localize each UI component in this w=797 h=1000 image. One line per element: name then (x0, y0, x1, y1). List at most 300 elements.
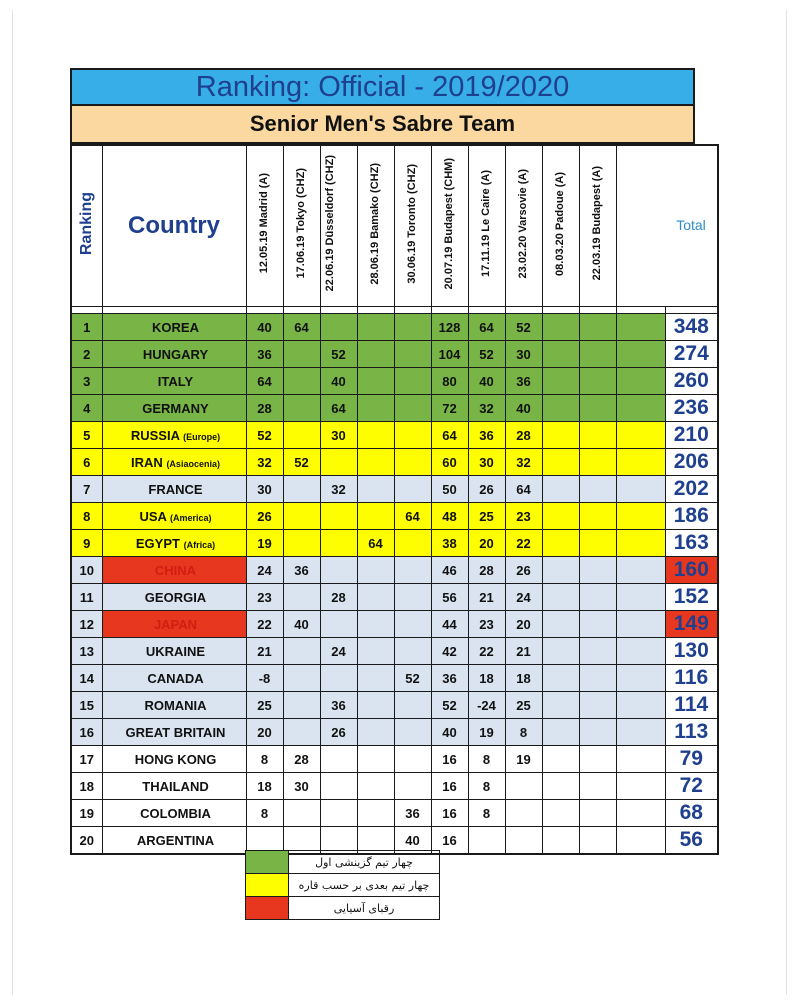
score-cell (394, 584, 431, 611)
score-cell (283, 503, 320, 530)
ranking-title: Ranking: Official - 2019/2020 (70, 68, 695, 106)
score-cell: 21 (468, 584, 505, 611)
table-row (71, 503, 718, 530)
ranking-table (70, 144, 719, 855)
country-name: CHINA (154, 562, 197, 578)
score-cell (579, 638, 616, 665)
country-name: HONG KONG (134, 751, 217, 767)
score-cell: 8 (468, 800, 505, 827)
score-cell (579, 611, 616, 638)
score-cell: 64 (320, 395, 357, 422)
total-cell: 236 (665, 395, 718, 422)
score-cell (357, 314, 394, 341)
score-cell: 28 (468, 557, 505, 584)
score-cell: 21 (246, 638, 283, 665)
rank-cell: 6 (71, 449, 102, 476)
score-cell (542, 368, 579, 395)
score-cell: 50 (431, 476, 468, 503)
score-cell: 36 (320, 692, 357, 719)
country-name: GREAT BRITAIN (125, 724, 226, 740)
score-cell (394, 341, 431, 368)
rank-cell: 15 (71, 692, 102, 719)
zone-label: (Asiaocenia) (166, 458, 220, 469)
score-cell: 8 (246, 746, 283, 773)
country-cell (102, 611, 246, 638)
spacer-cell (616, 800, 665, 827)
score-cell: 52 (505, 314, 542, 341)
score-cell (542, 314, 579, 341)
score-cell (283, 530, 320, 557)
score-cell: 16 (431, 773, 468, 800)
score-cell: 32 (246, 449, 283, 476)
score-cell: 23 (246, 584, 283, 611)
total-cell: 68 (665, 800, 718, 827)
legend-swatch (246, 851, 289, 874)
score-cell (542, 530, 579, 557)
score-cell (283, 368, 320, 395)
score-cell (542, 611, 579, 638)
country-cell (102, 449, 246, 476)
country-name: USA (139, 508, 167, 524)
score-cell (542, 476, 579, 503)
table-row (71, 422, 718, 449)
score-cell: 18 (468, 665, 505, 692)
table-row (71, 449, 718, 476)
score-cell: 52 (431, 692, 468, 719)
total-cell: 130 (665, 638, 718, 665)
score-cell: 46 (431, 557, 468, 584)
score-cell: 16 (431, 800, 468, 827)
score-cell: 36 (431, 665, 468, 692)
spacer-cell (616, 692, 665, 719)
score-cell (320, 503, 357, 530)
rank-cell: 13 (71, 638, 102, 665)
score-cell (394, 395, 431, 422)
score-cell: 25 (246, 692, 283, 719)
country-cell (102, 638, 246, 665)
score-cell: 36 (468, 422, 505, 449)
rank-cell: 12 (71, 611, 102, 638)
score-cell: 30 (468, 449, 505, 476)
competition-header: 12.05.19 Madrid (A) (246, 145, 283, 307)
score-cell (357, 341, 394, 368)
score-cell (357, 746, 394, 773)
score-cell: 44 (431, 611, 468, 638)
score-cell: 16 (431, 827, 468, 855)
legend-swatch (246, 874, 289, 897)
table-row (71, 746, 718, 773)
competition-header: 23.02.20 Varsovie (A) (505, 145, 542, 307)
spacer-cell (616, 449, 665, 476)
score-cell: 30 (246, 476, 283, 503)
score-cell: 36 (283, 557, 320, 584)
score-cell (542, 584, 579, 611)
country-name: HUNGARY (142, 346, 209, 362)
table-row (71, 584, 718, 611)
score-cell: -24 (468, 692, 505, 719)
score-cell (542, 422, 579, 449)
score-cell (542, 557, 579, 584)
country-cell (102, 341, 246, 368)
legend (245, 850, 440, 920)
total-cell: 72 (665, 773, 718, 800)
score-cell (283, 692, 320, 719)
score-cell (579, 773, 616, 800)
country-cell (102, 476, 246, 503)
score-cell (320, 611, 357, 638)
score-cell (394, 476, 431, 503)
country-name: CANADA (147, 670, 204, 686)
legend-label: چهار تیم گزینشی اول (289, 851, 440, 874)
score-cell (579, 530, 616, 557)
score-cell (394, 530, 431, 557)
spacer-cell (616, 827, 665, 855)
score-cell (579, 800, 616, 827)
score-cell (579, 503, 616, 530)
competition-header: 28.06.19 Bamako (CHZ) (357, 145, 394, 307)
score-cell: 26 (505, 557, 542, 584)
score-cell (542, 827, 579, 855)
score-cell (579, 368, 616, 395)
spacer-cell (616, 341, 665, 368)
score-cell: 20 (468, 530, 505, 557)
score-cell: 40 (431, 719, 468, 746)
table-row (71, 476, 718, 503)
spacer-cell (616, 422, 665, 449)
table-row (71, 665, 718, 692)
spacer-cell (616, 557, 665, 584)
score-cell: 36 (246, 341, 283, 368)
score-cell: 19 (246, 530, 283, 557)
score-cell (394, 314, 431, 341)
score-cell: 42 (431, 638, 468, 665)
country-header: Country (102, 145, 246, 307)
score-cell (357, 476, 394, 503)
competition-header: 17.06.19 Tokyo (CHZ) (283, 145, 320, 307)
rank-cell: 8 (71, 503, 102, 530)
ranking-subtitle: Senior Men's Sabre Team (70, 106, 695, 144)
score-cell (542, 773, 579, 800)
country-cell (102, 827, 246, 855)
country-cell (102, 503, 246, 530)
score-cell (320, 530, 357, 557)
score-cell (579, 557, 616, 584)
score-cell: 64 (357, 530, 394, 557)
total-cell: 206 (665, 449, 718, 476)
score-cell (579, 746, 616, 773)
rank-cell: 19 (71, 800, 102, 827)
spacer-cell (616, 638, 665, 665)
score-cell: 30 (320, 422, 357, 449)
score-cell (394, 638, 431, 665)
score-cell (542, 665, 579, 692)
spacer-cell (616, 773, 665, 800)
country-cell (102, 314, 246, 341)
spacer-cell (616, 746, 665, 773)
score-cell (542, 638, 579, 665)
score-cell: 40 (394, 827, 431, 855)
score-cell (579, 665, 616, 692)
score-cell: 22 (246, 611, 283, 638)
score-cell (283, 476, 320, 503)
score-cell: 52 (394, 665, 431, 692)
score-cell: 36 (505, 368, 542, 395)
score-cell: 40 (468, 368, 505, 395)
score-cell (394, 449, 431, 476)
score-cell (357, 422, 394, 449)
score-cell: 26 (468, 476, 505, 503)
total-cell: 149 (665, 611, 718, 638)
rank-cell: 18 (71, 773, 102, 800)
spacer-cell (616, 314, 665, 341)
competition-header: 30.06.19 Toronto (CHZ) (394, 145, 431, 307)
country-name: KOREA (152, 319, 199, 335)
country-name: UKRAINE (145, 643, 206, 659)
score-cell (357, 638, 394, 665)
score-cell: 64 (246, 368, 283, 395)
country-cell (102, 395, 246, 422)
rank-cell: 17 (71, 746, 102, 773)
score-cell (320, 800, 357, 827)
score-cell: 18 (246, 773, 283, 800)
table-row (71, 314, 718, 341)
score-cell (394, 746, 431, 773)
score-cell (357, 449, 394, 476)
score-cell: 64 (505, 476, 542, 503)
total-cell: 348 (665, 314, 718, 341)
score-cell: 20 (246, 719, 283, 746)
country-name: ARGENTINA (136, 832, 215, 848)
spacer-header (616, 145, 665, 307)
table-row (71, 611, 718, 638)
score-cell (579, 449, 616, 476)
score-cell: 40 (505, 395, 542, 422)
spacer-cell (616, 368, 665, 395)
score-cell (579, 314, 616, 341)
score-cell: 52 (283, 449, 320, 476)
score-cell (542, 449, 579, 476)
score-cell: 30 (505, 341, 542, 368)
legend-label: چهار تیم بعدی بر حسب قاره (289, 874, 440, 897)
score-cell: 64 (394, 503, 431, 530)
score-cell: 19 (505, 746, 542, 773)
score-cell: 30 (283, 773, 320, 800)
score-cell: 32 (468, 395, 505, 422)
legend-row (246, 897, 440, 920)
rank-cell: 9 (71, 530, 102, 557)
score-cell: 38 (431, 530, 468, 557)
table-row (71, 800, 718, 827)
score-cell: 128 (431, 314, 468, 341)
score-cell (357, 503, 394, 530)
score-cell (320, 665, 357, 692)
country-cell (102, 530, 246, 557)
spacer-cell (616, 503, 665, 530)
total-cell: 79 (665, 746, 718, 773)
score-cell (320, 773, 357, 800)
rank-cell: 11 (71, 584, 102, 611)
total-cell: 160 (665, 557, 718, 584)
score-cell (357, 368, 394, 395)
score-cell: -8 (246, 665, 283, 692)
score-cell (320, 314, 357, 341)
rank-cell: 14 (71, 665, 102, 692)
score-cell (357, 800, 394, 827)
country-cell (102, 746, 246, 773)
total-cell: 210 (665, 422, 718, 449)
legend-row (246, 851, 440, 874)
score-cell (505, 800, 542, 827)
score-cell: 40 (246, 314, 283, 341)
score-cell: 52 (320, 341, 357, 368)
score-cell (394, 611, 431, 638)
spacer-cell (616, 530, 665, 557)
country-cell (102, 557, 246, 584)
score-cell (394, 773, 431, 800)
country-cell (102, 719, 246, 746)
table-row (71, 557, 718, 584)
score-cell (320, 557, 357, 584)
total-cell: 116 (665, 665, 718, 692)
score-cell: 28 (283, 746, 320, 773)
score-cell: 22 (505, 530, 542, 557)
country-cell (102, 692, 246, 719)
score-cell (394, 719, 431, 746)
zone-label: (America) (170, 512, 212, 523)
score-cell (542, 395, 579, 422)
spacer-cell (616, 584, 665, 611)
score-cell (394, 368, 431, 395)
total-cell: 163 (665, 530, 718, 557)
total-cell: 274 (665, 341, 718, 368)
score-cell: 20 (505, 611, 542, 638)
score-cell (357, 557, 394, 584)
score-cell: 24 (505, 584, 542, 611)
competition-header: 22.03.19 Budapest (A) (579, 145, 616, 307)
spacer-cell (616, 395, 665, 422)
total-header: Total (665, 145, 718, 307)
score-cell (468, 827, 505, 855)
score-cell: 60 (431, 449, 468, 476)
score-cell (357, 584, 394, 611)
score-cell (542, 341, 579, 368)
rank-cell: 10 (71, 557, 102, 584)
rank-cell: 3 (71, 368, 102, 395)
country-cell (102, 368, 246, 395)
score-cell (357, 773, 394, 800)
score-cell (357, 665, 394, 692)
score-cell: 8 (468, 773, 505, 800)
country-name: GERMANY (142, 400, 209, 416)
score-cell: 40 (283, 611, 320, 638)
legend-row (246, 874, 440, 897)
score-cell (394, 692, 431, 719)
competition-header: 22.06.19 Düsseldorf (CHZ) (320, 145, 357, 307)
score-cell (283, 584, 320, 611)
spacer-cell (616, 665, 665, 692)
score-cell (283, 341, 320, 368)
country-name: THAILAND (142, 778, 209, 794)
country-name: RUSSIA (130, 427, 180, 443)
spacer-cell (616, 476, 665, 503)
score-cell: 24 (320, 638, 357, 665)
spacer-cell (616, 719, 665, 746)
country-cell (102, 584, 246, 611)
score-cell (394, 422, 431, 449)
score-cell: 8 (505, 719, 542, 746)
score-cell: 48 (431, 503, 468, 530)
score-cell (579, 341, 616, 368)
score-cell (579, 395, 616, 422)
score-cell: 64 (468, 314, 505, 341)
table-row (71, 773, 718, 800)
table-row (71, 530, 718, 557)
score-cell (320, 449, 357, 476)
country-cell (102, 422, 246, 449)
score-cell: 21 (505, 638, 542, 665)
table-row (71, 638, 718, 665)
score-cell: 16 (431, 746, 468, 773)
score-cell (357, 611, 394, 638)
score-cell (542, 719, 579, 746)
score-cell: 72 (431, 395, 468, 422)
score-cell: 26 (246, 503, 283, 530)
score-cell: 26 (320, 719, 357, 746)
spacer-cell (616, 611, 665, 638)
rank-cell: 5 (71, 422, 102, 449)
score-cell (394, 557, 431, 584)
score-cell: 25 (505, 692, 542, 719)
rank-cell: 2 (71, 341, 102, 368)
country-cell (102, 800, 246, 827)
score-cell: 32 (505, 449, 542, 476)
score-cell (283, 395, 320, 422)
score-cell (505, 773, 542, 800)
rank-cell: 16 (71, 719, 102, 746)
table-row (71, 368, 718, 395)
score-cell (579, 584, 616, 611)
score-cell: 80 (431, 368, 468, 395)
score-cell: 64 (283, 314, 320, 341)
rank-cell: 7 (71, 476, 102, 503)
score-cell (542, 503, 579, 530)
score-cell (542, 692, 579, 719)
zone-label: (Europe) (183, 431, 221, 442)
score-cell (320, 746, 357, 773)
ranking-header: Ranking (71, 145, 102, 307)
score-cell: 52 (468, 341, 505, 368)
country-name: IRAN (131, 454, 163, 470)
country-name: ITALY (157, 373, 194, 389)
score-cell: 28 (246, 395, 283, 422)
total-cell: 152 (665, 584, 718, 611)
score-cell (505, 827, 542, 855)
country-name: JAPAN (153, 616, 198, 632)
score-cell: 8 (468, 746, 505, 773)
score-cell: 19 (468, 719, 505, 746)
score-cell: 36 (394, 800, 431, 827)
score-cell: 64 (431, 422, 468, 449)
table-row (71, 341, 718, 368)
table-row (71, 395, 718, 422)
country-name: GEORGIA (144, 589, 207, 605)
rank-cell: 4 (71, 395, 102, 422)
country-name: COLOMBIA (140, 805, 211, 821)
score-cell (357, 692, 394, 719)
country-cell (102, 773, 246, 800)
score-cell (283, 800, 320, 827)
table-row (71, 692, 718, 719)
